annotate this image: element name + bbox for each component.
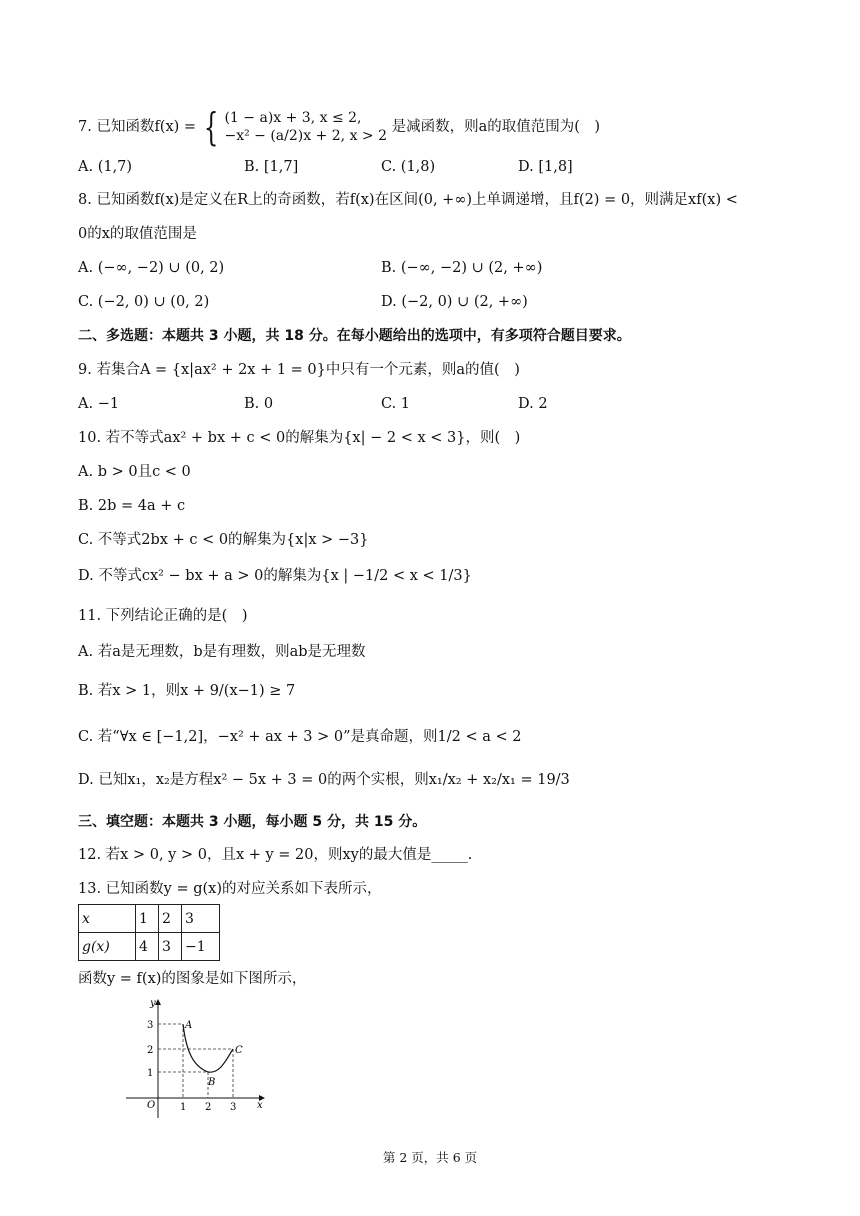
point-label-a: A xyxy=(185,1020,193,1031)
q13-table xyxy=(78,904,220,961)
q11-option-a: A. 若a是无理数，b是有理数，则ab是无理数 xyxy=(78,644,366,660)
q8-option-d: D. (−2, 0) ∪ (2, +∞) xyxy=(381,294,528,310)
x-tick-label: 3 xyxy=(230,1102,237,1113)
q7-stem-post: 是减函数，则a的取值范围为( ) xyxy=(391,119,601,135)
function-curve xyxy=(183,1024,233,1072)
table-cell: 4 xyxy=(136,933,159,961)
q7-option-d: D. [1,8] xyxy=(518,159,573,175)
table-cell: g(x) xyxy=(79,933,136,961)
q7-stem-pre: 7. 已知函数f(x) = xyxy=(78,119,197,135)
point-label-c: C xyxy=(235,1045,243,1056)
q8-option-b: B. (−∞, −2) ∪ (2, +∞) xyxy=(381,260,543,276)
q7-option-b: B. [1,7] xyxy=(244,159,299,175)
point-label-b: B xyxy=(208,1077,216,1088)
q7-case2: −x² − (a/2)x + 2, x > 2 xyxy=(224,128,387,144)
y-axis-label: y xyxy=(150,998,156,1009)
q9-option-b: B. 0 xyxy=(244,396,274,412)
q8-option-c: C. (−2, 0) ∪ (0, 2) xyxy=(78,294,210,310)
q8-stem-line1: 8. 已知函数f(x)是定义在R上的奇函数，若f(x)在区间(0, +∞)上单调递增，且f(2) = 0，则满足xf(x) < xyxy=(78,192,738,208)
q7-option-c: C. (1,8) xyxy=(381,159,436,175)
origin-label: O xyxy=(147,1100,156,1111)
table-cell: 2 xyxy=(159,905,182,933)
q11-option-c: C. 若“∀x ∈ [−1,2]，−x² + ax + 3 > 0”是真命题，则1/2 < a < 2 xyxy=(78,729,522,745)
y-tick-label: 3 xyxy=(147,1020,154,1031)
q7-option-a: A. (1,7) xyxy=(78,159,133,175)
page-footer: 第 2 页，共 6 页 xyxy=(382,1150,478,1165)
q7-brace: { xyxy=(203,105,219,149)
q7-case1: (1 − a)x + 3, x ≤ 2, xyxy=(224,110,362,126)
q9-option-c: C. 1 xyxy=(381,396,411,412)
table-cell: x xyxy=(79,905,136,933)
q13-stem: 13. 已知函数y = g(x)的对应关系如下表所示， xyxy=(78,881,382,897)
q8-option-a: A. (−∞, −2) ∪ (0, 2) xyxy=(78,260,225,276)
q12-stem: 12. 若x > 0, y > 0，且x + y = 20，则xy的最大值是_____. xyxy=(78,847,473,863)
x-tick-label: 2 xyxy=(205,1102,212,1113)
q9-option-d: D. 2 xyxy=(518,396,548,412)
x-axis-label: x xyxy=(257,1100,263,1111)
table-cell: 1 xyxy=(136,905,159,933)
table-cell: −1 xyxy=(182,933,220,961)
function-graph xyxy=(122,994,292,1124)
q9-stem: 9. 若集合A = {x|ax² + 2x + 1 = 0}中只有一个元素，则a的值( ) xyxy=(78,362,520,378)
y-tick-label: 1 xyxy=(147,1068,154,1079)
table-row xyxy=(79,905,220,933)
q7-piecewise xyxy=(224,109,387,145)
table-row xyxy=(79,933,220,961)
q11-stem: 11. 下列结论正确的是( ) xyxy=(78,608,248,624)
section-3-heading: 三、填空题：本题共 3 小题，每小题 5 分，共 15 分。 xyxy=(78,814,427,830)
q11-option-d: D. 已知x₁，x₂是方程x² − 5x + 3 = 0的两个实根，则x₁/x₂ + x₂/x₁ = 19/3 xyxy=(78,772,570,788)
q10-stem: 10. 若不等式ax² + bx + c < 0的解集为{x| − 2 < x < 3}，则( ) xyxy=(78,430,521,446)
q9-option-a: A. −1 xyxy=(78,396,120,412)
section-2-heading: 二、多选题：本题共 3 小题，共 18 分。在每小题给出的选项中，有多项符合题目要求。 xyxy=(78,328,631,344)
q10-option-c: C. 不等式2bx + c < 0的解集为{x|x > −3} xyxy=(78,532,369,548)
q10-option-a: A. b > 0且c < 0 xyxy=(78,464,191,480)
q10-option-d: D. 不等式cx² − bx + a > 0的解集为{x | −1/2 < x < 1/3} xyxy=(78,568,472,584)
y-tick-label: 2 xyxy=(147,1045,154,1056)
q10-option-b: B. 2b = 4a + c xyxy=(78,498,186,514)
x-tick-label: 1 xyxy=(180,1102,187,1113)
q7-stem xyxy=(78,105,601,149)
q8-stem-line2: 0的x的取值范围是 xyxy=(78,226,197,242)
table-cell: 3 xyxy=(159,933,182,961)
guide-lines xyxy=(158,1024,233,1098)
q11-option-b: B. 若x > 1，则x + 9/(x−1) ≥ 7 xyxy=(78,683,296,699)
table-cell: 3 xyxy=(182,905,220,933)
q13-graph-caption: 函数y = f(x)的图象是如下图所示， xyxy=(78,971,307,987)
